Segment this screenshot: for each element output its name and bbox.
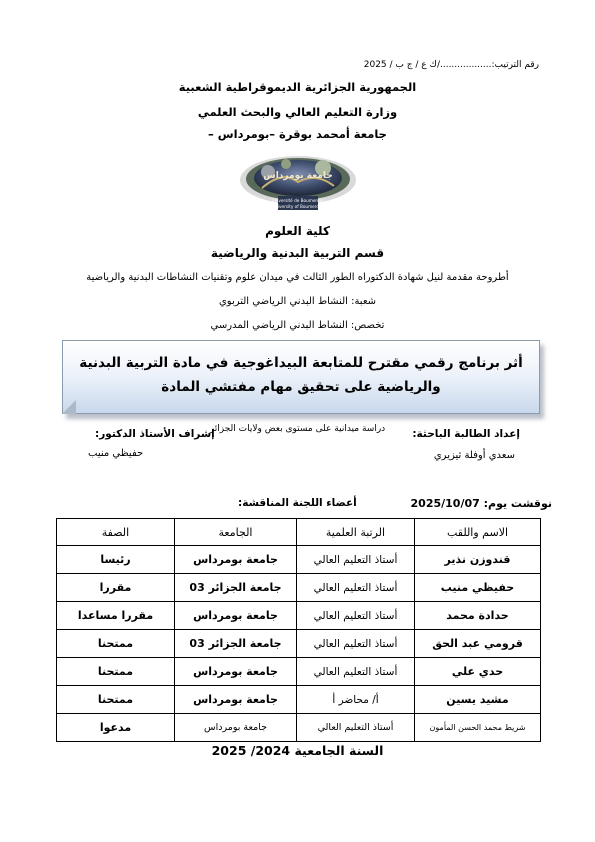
- member-role: مقررا مساعدا: [57, 602, 175, 630]
- jury-table: [56, 518, 541, 742]
- table-row: [57, 686, 541, 714]
- logo-french-text: Université de Boumerdès: [271, 198, 325, 203]
- student-name: سعدي أوفلة ثيزيري: [433, 450, 515, 461]
- svg-text:جامعة بومرداس: جامعة بومرداس: [263, 171, 333, 181]
- reference-number: رقم الترتيب:................../ك ع / ج ب / 2025: [363, 60, 539, 70]
- member-name: حفيظي منيب: [415, 574, 541, 602]
- member-rank: أستاذ التعليم العالي: [297, 574, 415, 602]
- table-row: [57, 630, 541, 658]
- member-rank: أ/ محاضر أ: [297, 686, 415, 714]
- thesis-title-line-1: أثر برنامج رقمي مقترح للمتابعة البيداغوجية في مادة التربية البدنية: [79, 355, 523, 371]
- member-role: رئيسا: [57, 546, 175, 574]
- university-name: جامعة أمحمد بوقرة –بومرداس –: [208, 127, 387, 141]
- university-logo-icon: [238, 150, 358, 216]
- member-role: ممتحنا: [57, 630, 175, 658]
- thesis-title-box: [62, 340, 540, 414]
- discussion-date: نوقشت يوم: 2025/10/07: [410, 497, 552, 510]
- member-role: ممتحنا: [57, 658, 175, 686]
- member-name: قندوزن نذير: [415, 546, 541, 574]
- republic-name: الجمهورية الجزائرية الديموقراطية الشعبية: [178, 80, 417, 94]
- thesis-description: أطروحة مقدمة لنيل شهادة الدكتوراه الطور الثالث في ميدان علوم وتقنيات النشاطات البدنية والرياضية: [86, 272, 509, 283]
- table-row: [57, 574, 541, 602]
- header-name: الاسم واللقب: [415, 519, 541, 546]
- member-rank: أستاذ التعليم العالي: [297, 714, 415, 742]
- table-row: [57, 714, 541, 742]
- member-university: جامعة الجزائر 03: [175, 574, 297, 602]
- jury-table-header: [57, 519, 541, 546]
- member-rank: أستاذ التعليم العالي: [297, 630, 415, 658]
- prepared-by-label: إعداد الطالبة الباحثة:: [412, 428, 520, 440]
- member-university: جامعة بومرداس: [175, 714, 297, 742]
- member-rank: أستاذ التعليم العالي: [297, 602, 415, 630]
- member-name: قرومي عبد الحق: [415, 630, 541, 658]
- table-row: [57, 658, 541, 686]
- faculty-name: كلية العلوم: [265, 224, 330, 238]
- specialty: تخصص: النشاط البدني الرياضي المدرسي: [210, 320, 385, 331]
- member-role: مقررا: [57, 574, 175, 602]
- page-fold-decoration: [62, 400, 76, 414]
- member-university: جامعة الجزائر 03: [175, 630, 297, 658]
- member-name: حدادة محمد: [415, 602, 541, 630]
- member-role: ممتحنا: [57, 686, 175, 714]
- table-row: [57, 602, 541, 630]
- member-name: حدي علي: [415, 658, 541, 686]
- member-university: جامعة بومرداس: [175, 546, 297, 574]
- logo-english-text: University of Boumerdès: [272, 204, 324, 209]
- member-role: مدعوا: [57, 714, 175, 742]
- ministry-name: وزارة التعليم العالي والبحث العلمي: [197, 105, 398, 119]
- academic-year: السنة الجامعية 2024/ 2025: [211, 743, 384, 758]
- branch: شعبة: النشاط البدني الرياضي التربوي: [218, 296, 377, 307]
- member-name: شريط محمد الحسن المأمون: [415, 714, 541, 742]
- study-note: دراسة ميدانية على مستوى بعض ولايات الجزائر: [209, 424, 386, 434]
- member-university: جامعة بومرداس: [175, 602, 297, 630]
- department-name: قسم التربية البدنية والرياضية: [210, 246, 385, 260]
- supervisor-label: إشراف الأستاذ الدكتور:: [95, 428, 215, 440]
- member-rank: أستاذ التعليم العالي: [297, 546, 415, 574]
- thesis-title-line-2: والرياضية على تحقيق مهام مفتشي المادة: [161, 379, 441, 395]
- member-rank: أستاذ التعليم العالي: [297, 658, 415, 686]
- header-rank: الرتبة العلمية: [297, 519, 415, 546]
- supervisor-name: حفيظي منيب: [88, 448, 144, 459]
- header-role: الصفة: [57, 519, 175, 546]
- member-name: مشيد يسين: [415, 686, 541, 714]
- member-university: جامعة بومرداس: [175, 658, 297, 686]
- member-university: جامعة بومرداس: [175, 686, 297, 714]
- header-university: الجامعة: [175, 519, 297, 546]
- jury-members-label: أعضاء اللجنة المناقشة:: [238, 497, 357, 509]
- logo-arabic-text: [263, 171, 332, 181]
- table-row: [57, 546, 541, 574]
